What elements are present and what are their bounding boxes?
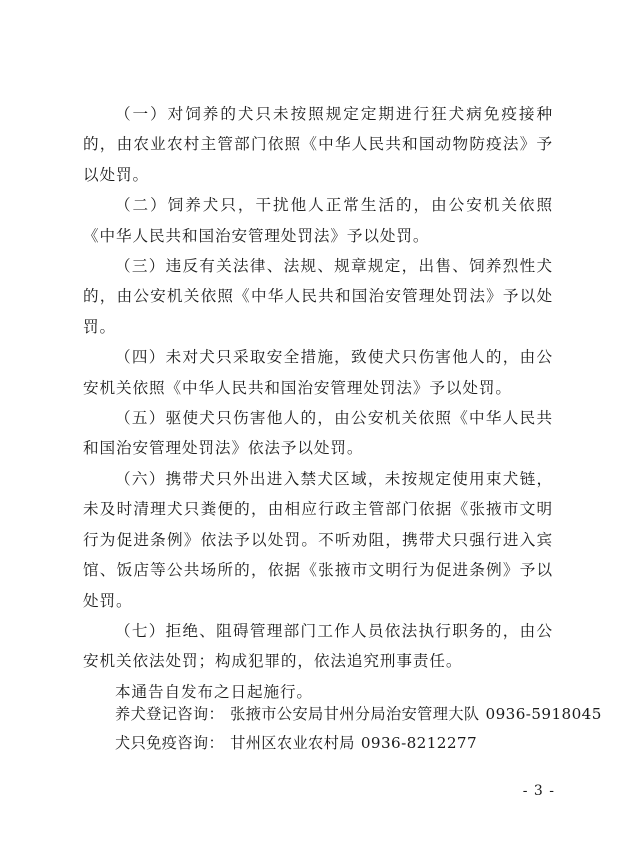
paragraph-obstruction: （七）拒绝、阻碍管理部门工作人员依法执行职务的，由公安机关依法处罚；构成犯罪的，依法追究刑事责任。: [83, 621, 553, 671]
paragraph-instigating-attack: （五）驱使犬只伤害他人的，由公安机关依照《中华人民共和国治安管理处罚法》依法予以处罚。: [83, 409, 553, 458]
paragraph-restricted-areas: （六）携带犬只外出进入禁犬区域，未按规定使用束犬链，未及时清理犬只粪便的，由相应行政主管部门依据《张掖市文明行为促进条例》依法予以处罚。不听劝阻，携带犬只强行进入宾馆、饭店等公共场所的，依据《张掖市文明行为促进条例》予以处罚。: [83, 469, 553, 610]
page-number: - 3 -: [522, 783, 555, 799]
paragraph-safety-measures: （四）未对犬只采取安全措施，致使犬只伤害他人的，由公安机关依照《中华人民共和国治安管理处罚法》予以处罚。: [83, 348, 553, 397]
contact-organization: 张掖市公安局甘州分局治安管理大队: [230, 705, 480, 723]
contact-organization: 甘州区农业农村局: [230, 734, 355, 752]
paragraph-rabies-vaccination: （一）对饲养的犬只未按照规定定期进行狂犬病免疫接种的，由农业农村主管部门依照《中华人民共和国动物防疫法》予以处罚。: [83, 105, 553, 184]
paragraph-effective-date: 本通告自发布之日起施行。: [115, 682, 313, 701]
paragraph-fierce-dogs: （三）违反有关法律、法规、规章规定，出售、饲养烈性犬的，由公安机关依照《中华人民共和国治安管理处罚法》予以处罚。: [83, 257, 553, 336]
contact-phone: 0936-8212277: [360, 734, 478, 752]
contact-phone: 0936-5918045: [485, 705, 602, 723]
contact-info: [115, 700, 602, 758]
notice-body: [83, 99, 553, 707]
contact-label: 犬只免疫咨询：: [115, 734, 225, 752]
contact-vaccination: [115, 729, 575, 758]
contact-registration: [115, 700, 602, 729]
paragraph-disturbing-others: （二）饲养犬只，干扰他人正常生活的，由公安机关依照《中华人民共和国治安管理处罚法》予以处罚。: [83, 196, 553, 245]
contact-label: 养犬登记咨询：: [115, 705, 225, 723]
